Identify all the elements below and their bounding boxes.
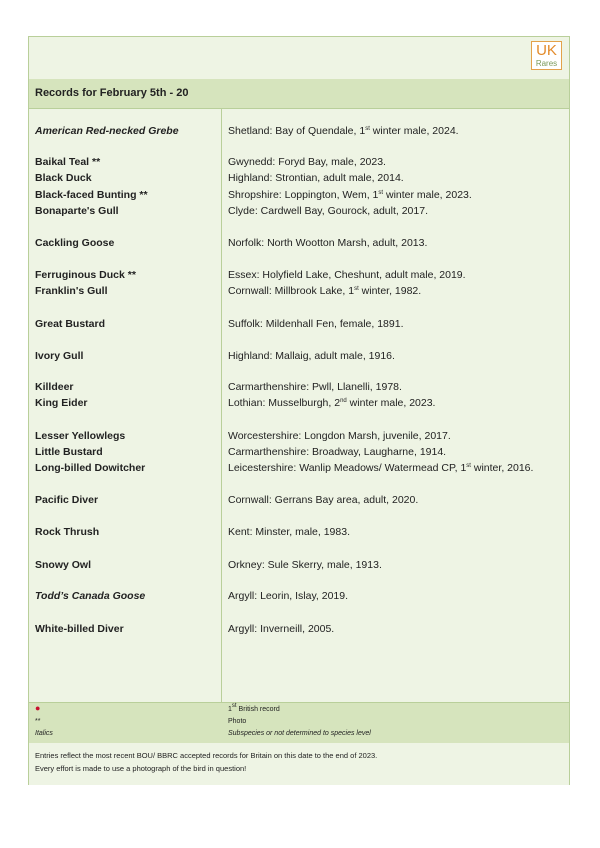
record-detail: Clyde: Cardwell Bay, Gourock, adult, 2017. <box>228 205 428 217</box>
species-name: Black-faced Bunting ** <box>35 189 148 201</box>
record-detail: Highland: Strontian, adult male, 2014. <box>228 172 404 184</box>
species-name: Little Bustard <box>35 446 103 458</box>
record-detail: Norfolk: North Wootton Marsh, adult, 2013. <box>228 237 428 249</box>
legend-italics: Subspecies or not determined to species level <box>228 730 371 737</box>
species-name: Bonaparte's Gull <box>35 205 119 217</box>
species-name: Lesser Yellowlegs <box>35 430 126 442</box>
legend <box>29 702 569 744</box>
footnote-accepted-records: Entries reflect the most recent BOU/ BBRC accepted records for Britain on this date to the end of 2023. <box>35 751 378 760</box>
record-detail: Argyll: Leorin, Islay, 2019. <box>228 590 349 602</box>
legend-italics-key: Italics <box>35 730 53 737</box>
species-name: Baikal Teal ** <box>35 156 101 168</box>
record-detail: Orkney: Sule Skerry, male, 1913. <box>228 559 382 571</box>
header <box>29 37 569 80</box>
species-name: Killdeer <box>35 381 74 393</box>
first-record-dot-icon: ● <box>35 703 41 713</box>
legend-first-record: 1st British record <box>228 703 280 713</box>
species-name: Black Duck <box>35 172 92 184</box>
logo-rares: Rares <box>535 59 558 68</box>
species-name: Pacific Diver <box>35 494 99 506</box>
species-name: Long-billed Dowitcher <box>35 462 146 474</box>
record-detail: Leicestershire: Wanlip Meadows/ Watermead CP, 1st winter, 2016. <box>228 462 534 474</box>
page-title: Records for February 5th - 20 <box>35 87 189 99</box>
species-name: Todd’s Canada Goose <box>35 590 146 602</box>
species-name: Ivory Gull <box>35 350 84 362</box>
species-name: Ferruginous Duck ** <box>35 269 136 281</box>
record-detail: Argyll: Inverneill, 2005. <box>228 623 335 635</box>
title-bar <box>29 79 569 109</box>
species-name: Snowy Owl <box>35 559 92 571</box>
species-name: American Red-necked Grebe <box>35 125 179 137</box>
record-detail: Shropshire: Loppington, Wem, 1st winter male, 2023. <box>228 189 472 201</box>
species-name: King Eider <box>35 397 88 409</box>
record-detail: Kent: Minster, male, 1983. <box>228 526 350 538</box>
species-name: Great Bustard <box>35 318 106 330</box>
records-sheet <box>28 36 570 785</box>
record-detail: Cornwall: Gerrans Bay area, adult, 2020. <box>228 494 419 506</box>
record-detail: Shetland: Bay of Quendale, 1st winter male, 2024. <box>228 125 459 137</box>
species-name: Rock Thrush <box>35 526 100 538</box>
record-detail: Cornwall: Millbrook Lake, 1st winter, 1982. <box>228 285 422 297</box>
uk-rares-logo <box>531 41 562 70</box>
legend-photo-key: ** <box>35 718 41 725</box>
species-name: White-billed Diver <box>35 623 124 635</box>
record-detail: Gwynedd: Foryd Bay, male, 2023. <box>228 156 386 168</box>
column-divider <box>221 109 222 742</box>
record-detail: Worcestershire: Longdon Marsh, juvenile, 2017. <box>228 430 451 442</box>
species-name: Franklin's Gull <box>35 285 108 297</box>
record-detail: Highland: Mallaig, adult male, 1916. <box>228 350 395 362</box>
logo-uk: UK <box>536 42 557 59</box>
record-detail: Suffolk: Mildenhall Fen, female, 1891. <box>228 318 404 330</box>
record-detail: Carmarthenshire: Pwll, Llanelli, 1978. <box>228 381 402 393</box>
record-detail: Essex: Holyfield Lake, Cheshunt, adult male, 2019. <box>228 269 466 281</box>
footnotes <box>29 743 569 785</box>
footnote-photograph: Every effort is made to use a photograph of the bird in question! <box>35 764 247 773</box>
species-name: Cackling Goose <box>35 237 115 249</box>
legend-photo: Photo <box>228 718 247 725</box>
record-detail: Carmarthenshire: Broadway, Laugharne, 1914. <box>228 446 447 458</box>
record-detail: Lothian: Musselburgh, 2nd winter male, 2023. <box>228 397 436 409</box>
